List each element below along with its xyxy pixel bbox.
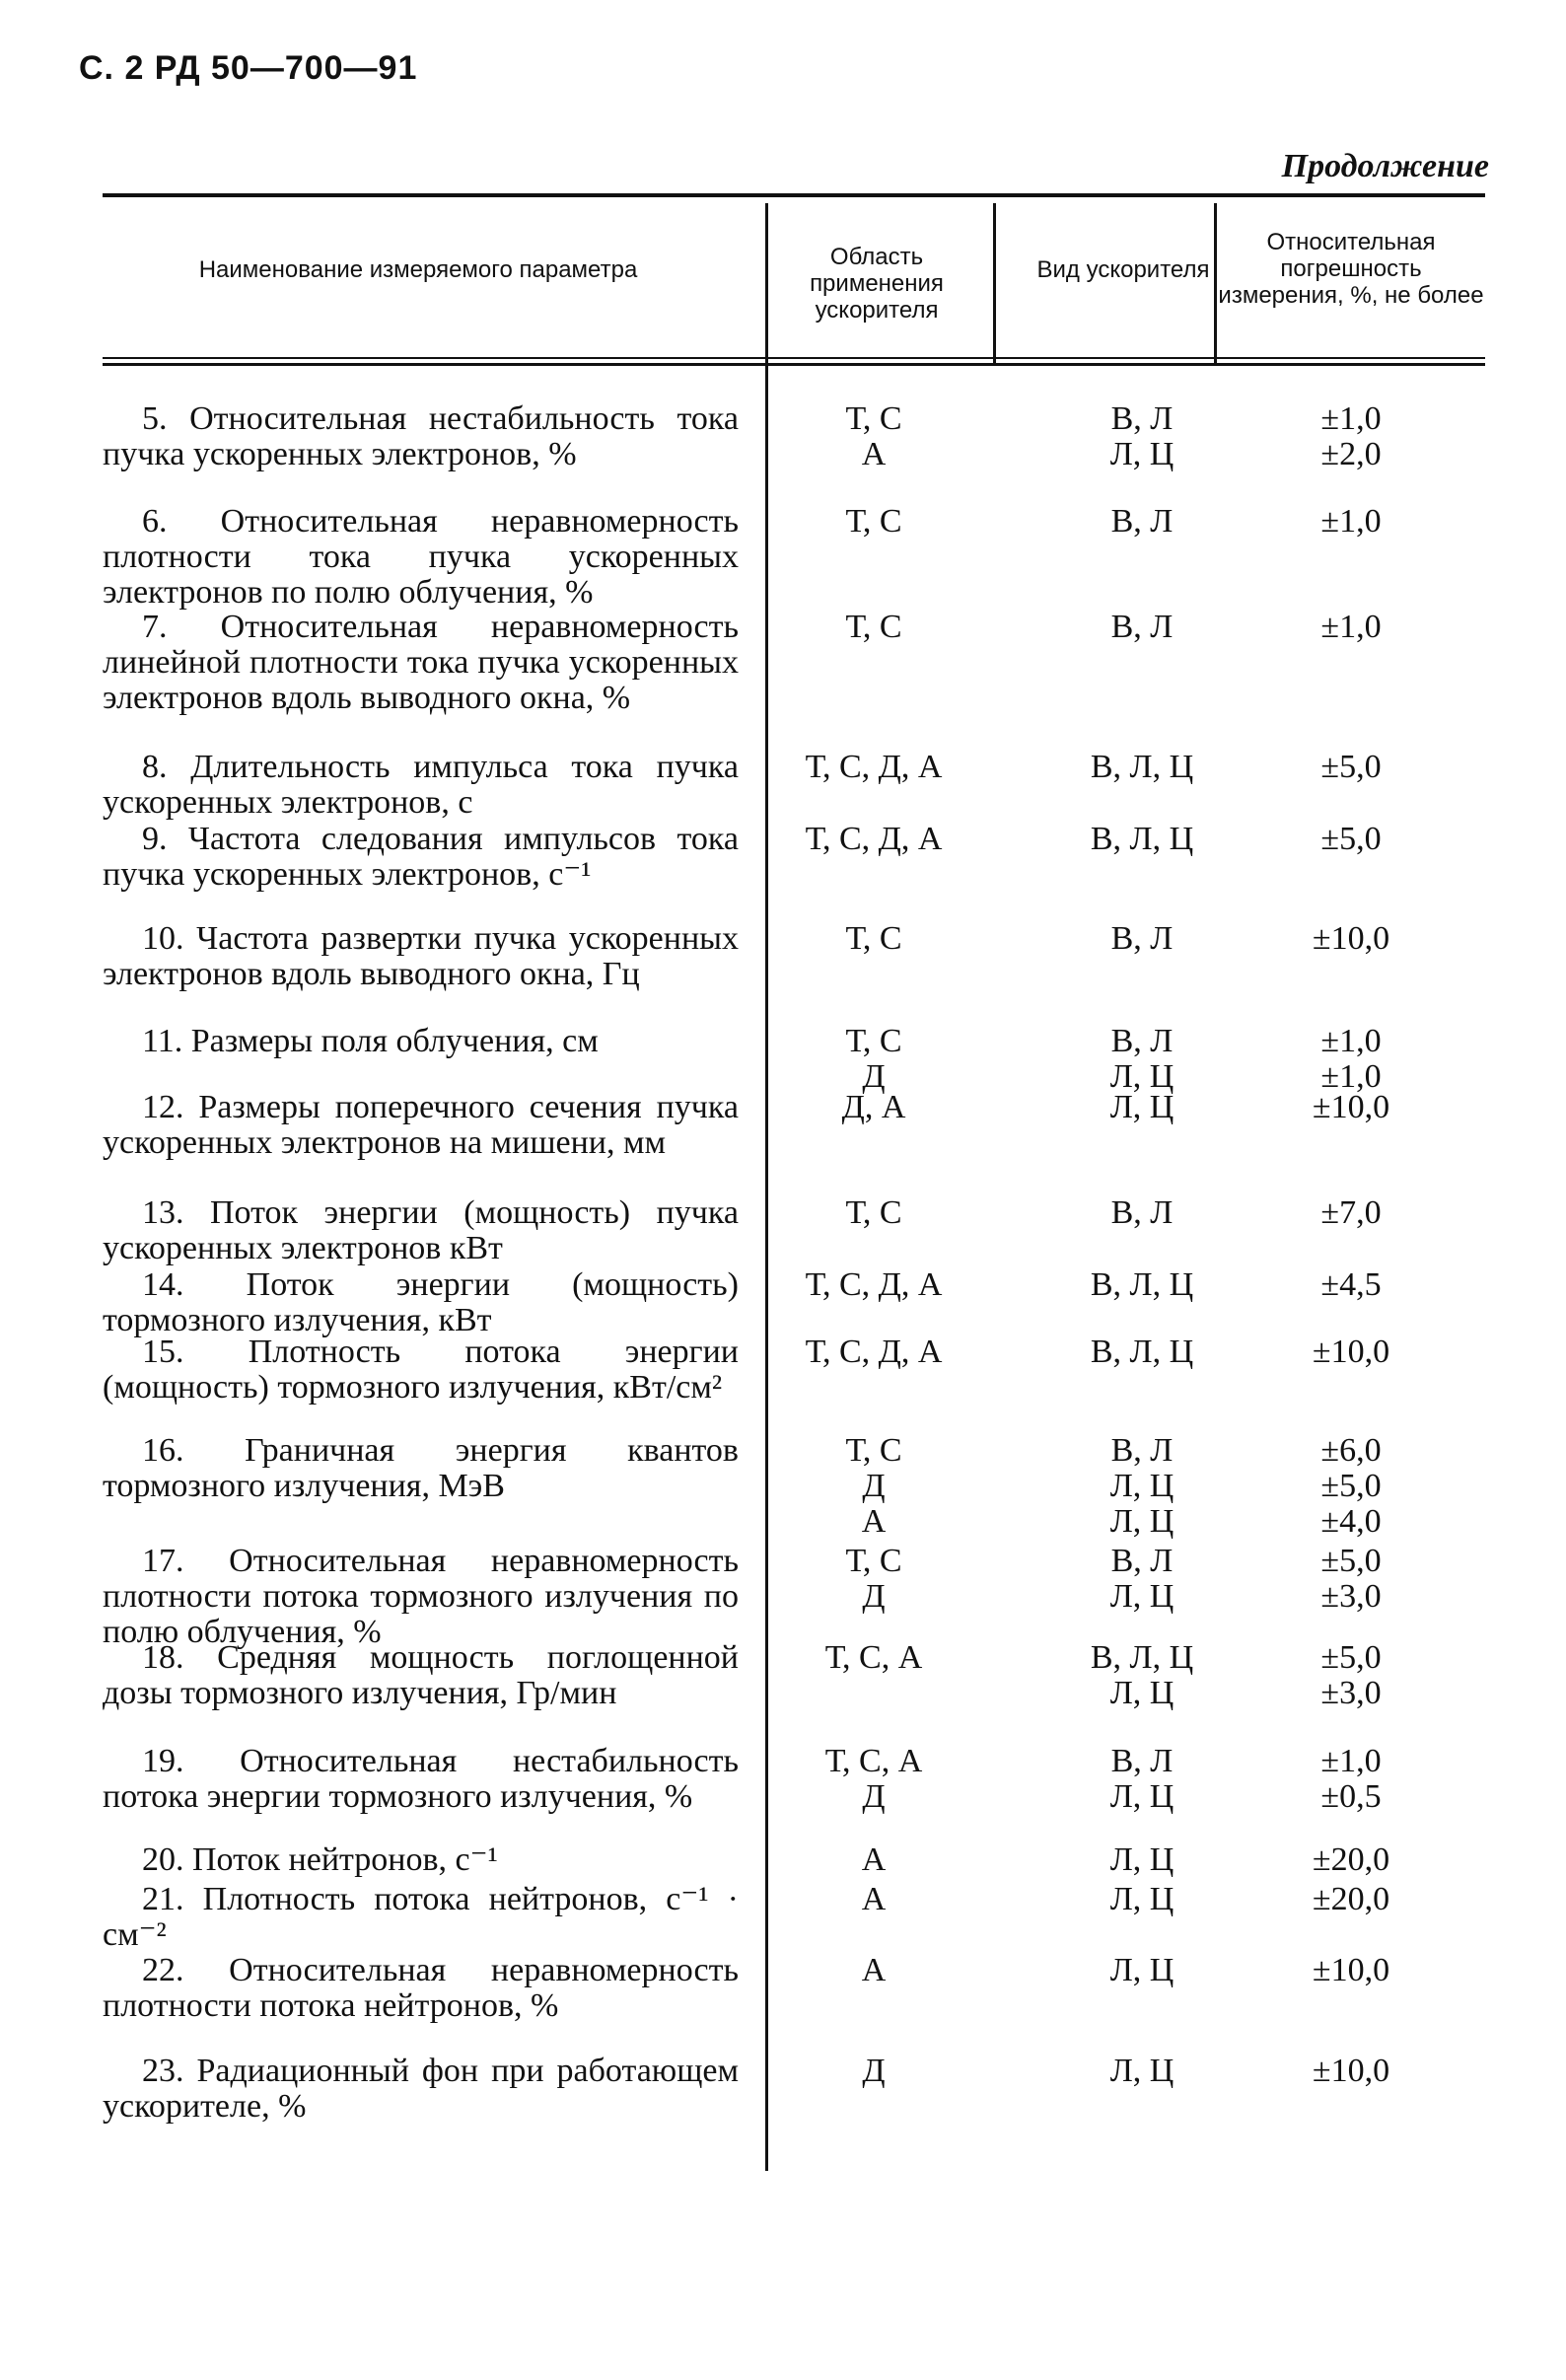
relative-error-value: ±1,0 <box>1320 503 1382 540</box>
top-rule <box>103 193 1485 197</box>
parameter-name: 18. Средняя мощность поглощенной дозы тормозного излучения, Гр/мин <box>103 1639 739 1711</box>
relative-error-value: ±6,0 <box>1320 1432 1382 1469</box>
header-col-area: Область применения ускорителя <box>810 244 944 324</box>
accelerator-type-value: В, Л, Ц <box>1090 1334 1194 1370</box>
application-area-value: Т, С <box>845 609 902 645</box>
relative-error-value: ±3,0 <box>1320 1578 1382 1615</box>
parameter-name: 7. Относительная неравномерность линейной плотности тока пучка ускоренных электронов вдоль выводного окна, % <box>103 609 739 716</box>
relative-error-value: ±1,0 <box>1320 1023 1382 1059</box>
accelerator-type-value: Л, Ц <box>1109 1578 1174 1615</box>
accelerator-type-value: В, Л <box>1110 400 1174 437</box>
relative-error-value: ±3,0 <box>1320 1675 1382 1711</box>
application-area-value: Т, С, А <box>824 1743 923 1779</box>
application-area-value: Т, С, Д, А <box>805 1266 943 1303</box>
accelerator-type-value: Л, Ц <box>1109 1503 1174 1540</box>
header-rule-2 <box>103 363 1485 366</box>
application-area-value: Т, С <box>845 1194 902 1231</box>
accelerator-type-value: В, Л <box>1110 1543 1174 1579</box>
application-area-value: Д <box>862 1578 886 1615</box>
accelerator-type-value: Л, Ц <box>1109 1058 1174 1095</box>
relative-error-value: ±2,0 <box>1320 436 1382 472</box>
accelerator-type-value: В, Л <box>1110 1023 1174 1059</box>
application-area-cell <box>765 1882 982 1917</box>
relative-error-value: ±20,0 <box>1312 1841 1390 1878</box>
application-area-value: Т, С, А <box>824 1639 923 1676</box>
application-area-cell <box>765 1953 982 1988</box>
application-area-cell <box>765 1842 982 1878</box>
relative-error-value: ±1,0 <box>1320 609 1382 645</box>
parameter-name: 20. Поток нейтронов, с⁻¹ <box>142 1841 498 1878</box>
accelerator-type-value: В, Л, Ц <box>1090 1639 1194 1676</box>
application-area-cell <box>765 1024 982 1095</box>
relative-error-value: ±10,0 <box>1312 1952 1390 1988</box>
relative-error-value: ±1,0 <box>1320 400 1382 437</box>
application-area-cell <box>765 1195 982 1231</box>
application-area-value: А <box>861 1503 887 1540</box>
relative-error-value: ±0,5 <box>1320 1778 1382 1815</box>
parameter-name: 22. Относительная неравномерность плотности потока нейтронов, % <box>103 1952 739 2024</box>
application-area-value: Т, С, Д, А <box>805 1334 943 1370</box>
page-header: С. 2 РД 50—700—91 <box>79 49 418 87</box>
accelerator-type-value: В, Л, Ц <box>1090 749 1194 785</box>
relative-error-value: ±5,0 <box>1320 821 1382 857</box>
continuation-label: Продолжение <box>1281 148 1489 184</box>
accelerator-type-value: Л, Ц <box>1109 1675 1174 1711</box>
parameter-name: 13. Поток энергии (мощность) пучка ускоренных электронов кВт <box>103 1194 739 1266</box>
relative-error-cell <box>1217 1882 1485 1917</box>
relative-error-cell <box>1217 1842 1485 1878</box>
relative-error-cell <box>1217 1640 1485 1711</box>
application-area-cell <box>765 1267 982 1303</box>
relative-error-cell <box>1217 1024 1485 1095</box>
relative-error-cell <box>1217 1195 1485 1231</box>
parameter-name: 23. Радиационный фон при работающем ускорителе, % <box>103 2053 739 2125</box>
relative-error-cell <box>1217 1953 1485 1988</box>
application-area-value: Т, С <box>845 1432 902 1469</box>
application-area-value: Т, С <box>845 400 902 437</box>
relative-error-cell <box>1217 504 1485 540</box>
relative-error-cell <box>1217 1334 1485 1370</box>
application-area-cell <box>765 1334 982 1370</box>
application-area-value: Т, С <box>845 1023 902 1059</box>
application-area-value: Т, С <box>845 1543 902 1579</box>
relative-error-value: ±5,0 <box>1320 1639 1382 1676</box>
column-divider-3 <box>1214 203 1217 363</box>
header-col-name: Наименование измеряемого параметра <box>198 256 638 283</box>
application-area-value: Д <box>862 1058 886 1095</box>
application-area-cell <box>765 822 982 857</box>
application-area-cell <box>765 1090 982 1125</box>
relative-error-cell <box>1217 610 1485 645</box>
parameter-name: 14. Поток энергии (мощность) тормозного излучения, кВт <box>103 1266 739 1338</box>
application-area-value: Д <box>862 2053 886 2089</box>
accelerator-type-value: В, Л <box>1110 1743 1174 1779</box>
parameter-name: 8. Длительность импульса тока пучка ускоренных электронов, с <box>103 749 739 821</box>
relative-error-value: ±7,0 <box>1320 1194 1382 1231</box>
header-col-type: Вид ускорителя <box>1036 256 1210 283</box>
parameter-name: 21. Плотность потока нейтронов, с⁻¹ · см⁻² <box>103 1881 739 1953</box>
parameter-name: 16. Граничная энергия квантов тормозного излучения, МэВ <box>103 1432 739 1504</box>
relative-error-cell <box>1217 1744 1485 1815</box>
relative-error-value: ±4,5 <box>1320 1266 1382 1303</box>
application-area-cell <box>765 750 982 785</box>
relative-error-value: ±10,0 <box>1312 1334 1390 1370</box>
accelerator-type-value: В, Л <box>1110 503 1174 540</box>
parameter-name: 17. Относительная неравномерность плотности потока тормозного излучения по полю облучения, % <box>103 1543 739 1650</box>
application-area-value: Т, С <box>845 920 902 957</box>
application-area-value: А <box>861 436 887 472</box>
relative-error-value: ±10,0 <box>1312 2053 1390 2089</box>
application-area-cell <box>765 504 982 540</box>
accelerator-type-value: Л, Ц <box>1109 1881 1174 1917</box>
relative-error-cell <box>1217 750 1485 785</box>
application-area-value: Д <box>862 1778 886 1815</box>
parameter-name: 10. Частота развертки пучка ускоренных электронов вдоль выводного окна, Гц <box>103 920 739 992</box>
application-area-value: Д, А <box>841 1089 906 1125</box>
relative-error-cell <box>1217 2054 1485 2089</box>
relative-error-cell <box>1217 401 1485 472</box>
relative-error-value: ±1,0 <box>1320 1058 1382 1095</box>
application-area-cell <box>765 401 982 472</box>
relative-error-value: ±10,0 <box>1312 920 1390 957</box>
application-area-value: А <box>861 1881 887 1917</box>
parameter-name: 12. Размеры поперечного сечения пучка ускоренных электронов на мишени, мм <box>103 1089 739 1161</box>
parameter-name: 5. Относительная нестабильность тока пучка ускоренных электронов, % <box>103 400 739 472</box>
column-divider-2 <box>993 203 996 363</box>
accelerator-type-value: Л, Ц <box>1109 436 1174 472</box>
application-area-cell <box>765 1640 982 1676</box>
relative-error-cell <box>1217 1267 1485 1303</box>
application-area-cell <box>765 921 982 957</box>
relative-error-value: ±10,0 <box>1312 1089 1390 1125</box>
relative-error-cell <box>1217 1090 1485 1125</box>
accelerator-type-value: В, Л <box>1110 609 1174 645</box>
parameter-name: 6. Относительная неравномерность плотности тока пучка ускоренных электронов по полю облучения, % <box>103 503 739 611</box>
relative-error-cell <box>1217 921 1485 957</box>
relative-error-value: ±5,0 <box>1320 1468 1382 1504</box>
relative-error-value: ±5,0 <box>1320 1543 1382 1579</box>
relative-error-value: ±4,0 <box>1320 1503 1382 1540</box>
header-rule-1 <box>103 357 1485 359</box>
relative-error-cell <box>1217 1433 1485 1540</box>
relative-error-cell <box>1217 1544 1485 1615</box>
application-area-value: Т, С <box>845 503 902 540</box>
header-col-error: Относительная погрешность измерения, %, не более <box>1218 229 1484 309</box>
accelerator-type-value: В, Л <box>1110 1194 1174 1231</box>
parameter-name: 11. Размеры поля облучения, см <box>142 1023 599 1059</box>
accelerator-type-value: Л, Ц <box>1109 2053 1174 2089</box>
application-area-cell <box>765 2054 982 2089</box>
parameter-name: 19. Относительная нестабильность потока энергии тормозного излучения, % <box>103 1743 739 1815</box>
application-area-value: Т, С, Д, А <box>805 821 943 857</box>
relative-error-value: ±1,0 <box>1320 1743 1382 1779</box>
relative-error-value: ±20,0 <box>1312 1881 1390 1917</box>
accelerator-type-value: Л, Ц <box>1109 1841 1174 1878</box>
relative-error-value: ±5,0 <box>1320 749 1382 785</box>
parameter-name: 9. Частота следования импульсов тока пучка ускоренных электронов, с⁻¹ <box>103 821 739 893</box>
application-area-cell <box>765 1744 982 1815</box>
application-area-cell <box>765 1433 982 1540</box>
application-area-value: Т, С, Д, А <box>805 749 943 785</box>
accelerator-type-value: В, Л, Ц <box>1090 1266 1194 1303</box>
parameter-name: 15. Плотность потока энергии (мощность) тормозного излучения, кВт/см² <box>103 1334 739 1406</box>
accelerator-type-value: В, Л, Ц <box>1090 821 1194 857</box>
application-area-cell <box>765 610 982 645</box>
accelerator-type-value: Л, Ц <box>1109 1778 1174 1815</box>
application-area-cell <box>765 1544 982 1615</box>
application-area-value: А <box>861 1952 887 1988</box>
application-area-value: А <box>861 1841 887 1878</box>
accelerator-type-value: В, Л <box>1110 1432 1174 1469</box>
application-area-value: Д <box>862 1468 886 1504</box>
relative-error-cell <box>1217 822 1485 857</box>
accelerator-type-value: Л, Ц <box>1109 1952 1174 1988</box>
accelerator-type-value: В, Л <box>1110 920 1174 957</box>
accelerator-type-value: Л, Ц <box>1109 1089 1174 1125</box>
accelerator-type-value: Л, Ц <box>1109 1468 1174 1504</box>
